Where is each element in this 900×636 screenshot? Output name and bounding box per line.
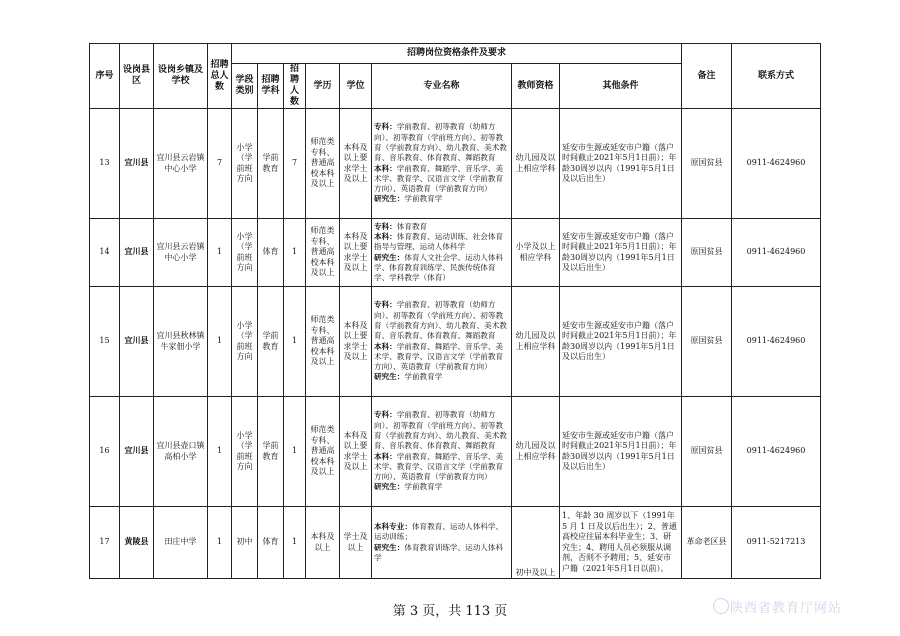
seq-cell: 16: [90, 397, 120, 507]
major-label: 研究生：: [374, 542, 405, 552]
cert-cell: 小学及以上相应学科: [512, 219, 560, 287]
subject-cell: 学前教育: [258, 397, 284, 507]
major-text: 学前教育、初等教育（幼师方向）、初等教育（学前班方向）、初等教育（学前教育方向）、幼儿教育、美术教育、音乐教育、体育教育、舞蹈教育: [374, 300, 507, 341]
major-text: 学前教育学: [404, 482, 443, 492]
cert-cell: 幼儿园及以上相应学科: [512, 397, 560, 507]
total-cell: 1: [208, 287, 232, 397]
notes-cell: 革命老区县: [682, 507, 732, 579]
page-number: 第 3 页，共 113 页: [392, 604, 508, 619]
major-label: 本科：: [374, 231, 397, 241]
table-row: [90, 507, 821, 579]
major-label: 研究生：: [374, 372, 405, 382]
major-line: [374, 164, 509, 195]
major-label: 专科：: [374, 122, 397, 132]
major-line: [374, 410, 509, 451]
segment-cell: 初中: [232, 507, 258, 579]
degree-cell: 本科及以上要求学士及以上: [340, 397, 372, 507]
other-cell: 延安市生源或延安市户籍（落户时间截止2021年5月1日前）；年龄30周岁以内（1991年5月1日及以后出生）: [560, 287, 682, 397]
count-cell: 1: [284, 219, 306, 287]
major-label: 专科：: [374, 410, 397, 420]
other-cell: 延安市生源或延安市户籍（落户时间截止2021年5月1日前）；年龄30周岁以内（1991年5月1日及以后出生）: [560, 397, 682, 507]
major-text: 学前教育、舞蹈学、音乐学、美术学、教育学、汉语言文学（学前教育方向）、英语教育（学前教育方向）: [374, 163, 504, 194]
major-label: 研究生：: [374, 482, 405, 492]
segment-cell: 小学（学前班方向: [232, 109, 258, 219]
school-cell: 宜川县云岩镇中心小学: [154, 219, 208, 287]
other-cell: 1、年龄 30 周岁以下（1991年 5 月 1 日及以后出生）；2、普通高校应往届本科毕业生；3、研究生；4、聘用人员必须服从调剂，否则不予聘用；5、延安市户籍（2021年5月1日以前）。: [560, 507, 682, 579]
major-text: 学前教育、初等教育（幼师方向）、初等教育（学前班方向）、初等教育（学前教育方向）、幼儿教育、美术教育、音乐教育、体育教育、舞蹈教育: [374, 122, 507, 163]
count-cell: 1: [284, 507, 306, 579]
major-cell: [372, 397, 512, 507]
cert-cell: 初中及以上: [512, 507, 560, 579]
table-row: [90, 219, 821, 287]
major-line: [374, 522, 509, 543]
major-label: 本科：: [374, 163, 397, 173]
major-text: 学前教育、舞蹈学、音乐学、美术学、教育学、汉语言文学（学前教育方向）、英语教育（学前教育方向）: [374, 451, 504, 482]
recruitment-table: [89, 43, 821, 579]
degree-cell: 学士及以上: [340, 507, 372, 579]
header-subject: 招聘学科: [258, 64, 284, 109]
total-cell: 1: [208, 507, 232, 579]
header-seq: 序号: [90, 44, 120, 109]
education-cell: 师范类专科、普通高校本科及以上: [306, 219, 340, 287]
header-segment: 学段类别: [232, 64, 258, 109]
degree-cell: 本科及以上要求学士及以上: [340, 219, 372, 287]
header-degree: 学位: [340, 64, 372, 109]
contact-cell: 0911-4624960: [732, 287, 821, 397]
seq-cell: 17: [90, 507, 120, 579]
major-label: 本科：: [374, 451, 397, 461]
major-cell: [372, 109, 512, 219]
header-notes: 备注: [682, 44, 732, 109]
seq-cell: 15: [90, 287, 120, 397]
county-cell: 黄陵县: [120, 507, 154, 579]
header-other: 其他条件: [560, 64, 682, 109]
seq-cell: 13: [90, 109, 120, 219]
major-line: [374, 253, 509, 284]
school-cell: 田庄中学: [154, 507, 208, 579]
major-text: 学前教育学: [404, 194, 443, 204]
county-cell: 宜川县: [120, 109, 154, 219]
major-text: 学前教育、初等教育（幼师方向）、初等教育（学前班方向）、初等教育（学前教育方向）、幼儿教育、美术教育、音乐教育、体育教育、舞蹈教育: [374, 410, 507, 451]
header-count: 招聘人数: [284, 64, 306, 109]
major-text: 体育人文社会学、运动人体科学、体育教育训练学、民族传统体育学、学科教学（体育）: [374, 252, 504, 283]
education-cell: 师范类专科、普通高校本科及以上: [306, 109, 340, 219]
education-cell: 师范类专科、普通高校本科及以上: [306, 287, 340, 397]
major-line: [374, 452, 509, 483]
degree-cell: 本科及以上要求学士及以上: [340, 287, 372, 397]
major-text: 学前教育学: [404, 372, 443, 382]
segment-cell: 小学（学前班方向: [232, 397, 258, 507]
education-cell: 师范类专科、普通高校本科及以上: [306, 397, 340, 507]
major-line: [374, 122, 509, 163]
other-cell: 延安市生源或延安市户籍（落户时间截止2021年5月1日前）；年龄30周岁以内（1991年5月1日及以后出生）: [560, 109, 682, 219]
contact-cell: 0911-4624960: [732, 219, 821, 287]
header-county: 设岗县区: [120, 44, 154, 109]
header-contact: 联系方式: [732, 44, 821, 109]
watermark: 陕西省教育厅网站: [730, 601, 843, 616]
major-label: 本科专业：: [374, 521, 412, 531]
segment-cell: 小学（学前班方向: [232, 219, 258, 287]
school-cell: 宜川县云岩镇中心小学: [154, 109, 208, 219]
total-cell: 7: [208, 109, 232, 219]
header-total: 招聘总人数: [208, 44, 232, 109]
contact-cell: 0911-4624960: [732, 109, 821, 219]
subject-cell: 体育: [258, 507, 284, 579]
school-cell: 宜川县秋林镇牛家佃小学: [154, 287, 208, 397]
degree-cell: 本科及以上要求学士及以上: [340, 109, 372, 219]
count-cell: 1: [284, 287, 306, 397]
segment-cell: 小学（学前班方向: [232, 287, 258, 397]
table-body: [90, 109, 821, 579]
school-cell: 宜川县壶口镇高柏小学: [154, 397, 208, 507]
major-label: 专科：: [374, 221, 397, 231]
major-cell: [372, 287, 512, 397]
notes-cell: 原国贫县: [682, 397, 732, 507]
seq-cell: 14: [90, 219, 120, 287]
major-label: 研究生：: [374, 252, 405, 262]
major-line: [374, 543, 509, 564]
table-row: [90, 287, 821, 397]
count-cell: 7: [284, 109, 306, 219]
major-line: [374, 232, 509, 253]
watermark-logo-icon: [713, 598, 729, 614]
county-cell: 宜川县: [120, 397, 154, 507]
total-cell: 1: [208, 397, 232, 507]
major-text: 学前教育、舞蹈学、音乐学、美术学、教育学、汉语言文学（学前教育方向）、英语教育（学前教育方向）: [374, 341, 504, 372]
major-label: 本科：: [374, 341, 397, 351]
major-line: [374, 482, 509, 492]
major-cell: [372, 219, 512, 287]
major-text: 体育教育、运动人体科学、运动训练；: [374, 521, 504, 542]
contact-cell: 0911-5217213: [732, 507, 821, 579]
major-text: 体育教育、运动训练、社会体育指导与管理、运动人体科学: [374, 231, 504, 252]
major-line: [374, 342, 509, 373]
other-cell: 延安市生源或延安市户籍（落户时间截止2021年5月1日前）；年龄30周岁以内（1991年5月1日及以后出生）: [560, 219, 682, 287]
subject-cell: 体育: [258, 219, 284, 287]
major-cell: [372, 507, 512, 579]
header-school: 设岗乡镇及学校: [154, 44, 208, 109]
cert-cell: 幼儿园及以上相应学科: [512, 287, 560, 397]
education-cell: 本科及以上: [306, 507, 340, 579]
major-line: [374, 372, 509, 382]
subject-cell: 学前教育: [258, 287, 284, 397]
table-row: [90, 397, 821, 507]
major-text: 体育教育: [396, 221, 428, 231]
total-cell: 1: [208, 219, 232, 287]
notes-cell: 原国贫县: [682, 109, 732, 219]
major-label: 专科：: [374, 300, 397, 310]
header-major: 专业名称: [372, 64, 512, 109]
cert-cell: 幼儿园及以上相应学科: [512, 109, 560, 219]
major-text: 体育教育训练学、运动人体科学: [374, 542, 504, 562]
major-label: 研究生：: [374, 194, 405, 204]
header-education: 学历: [306, 64, 340, 109]
header-group: 招聘岗位资格条件及要求: [232, 44, 682, 64]
subject-cell: 学前教育: [258, 109, 284, 219]
count-cell: 1: [284, 397, 306, 507]
table-row: [90, 109, 821, 219]
county-cell: 宜川县: [120, 287, 154, 397]
county-cell: 宜川县: [120, 219, 154, 287]
major-line: [374, 222, 509, 232]
notes-cell: 原国贫县: [682, 287, 732, 397]
notes-cell: 原国贫县: [682, 219, 732, 287]
header-cert: 教师资格: [512, 64, 560, 109]
contact-cell: 0911-4624960: [732, 397, 821, 507]
major-line: [374, 300, 509, 341]
major-line: [374, 194, 509, 204]
